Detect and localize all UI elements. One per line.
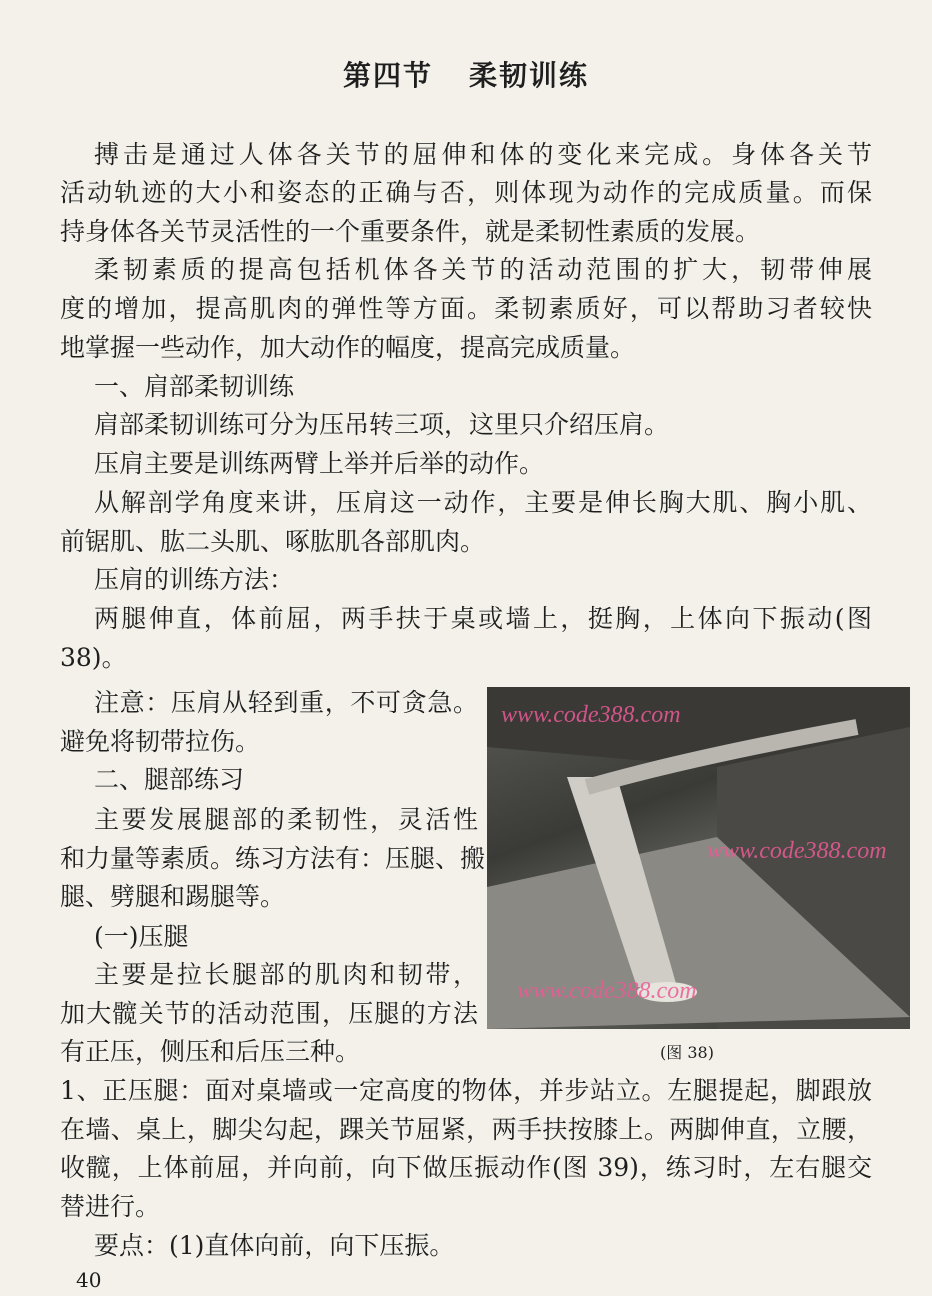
subheading: (一)压腿: [94, 922, 189, 951]
text-line: 前锯肌、肱二头肌、啄肱肌各部肌肉。: [60, 527, 486, 556]
text-line: 腿、劈腿和踢腿等。: [60, 882, 286, 911]
text-line: 主要是拉长腿部的肌肉和韧带，: [94, 960, 478, 989]
figure-caption: (图 38): [660, 1043, 714, 1062]
text-line: 活动轨迹的大小和姿态的正确与否，则体现为动作的完成质量。而保: [60, 178, 872, 207]
text-line: 注意：压肩从轻到重，不可贪急。: [94, 688, 478, 717]
text-line: 地掌握一些动作，加大动作的幅度，提高完成质量。: [60, 333, 636, 362]
text-line: 搏击是通过人体各关节的屈伸和体的变化来完成。身体各关节: [94, 140, 872, 169]
text-line: 和力量等素质。练习方法有：压腿、搬: [60, 844, 486, 873]
watermark: www.code388.com: [517, 978, 697, 1004]
page-title: [0, 54, 932, 94]
section-number: 第四节: [342, 59, 433, 92]
text-line: 替进行。: [60, 1192, 161, 1221]
page-number: 40: [76, 1268, 102, 1292]
text-line: 度的增加，提高肌肉的弹性等方面。柔韧素质好，可以帮助习者较快: [60, 294, 872, 323]
text-line: 两腿伸直，体前屈，两手扶于桌或墙上，挺胸，上体向下振动(图: [94, 604, 872, 633]
text-line: 持身体各关节灵活性的一个重要条件，就是柔韧性素质的发展。: [60, 217, 761, 246]
text-line: 压肩主要是训练两臂上举并后举的动作。: [94, 449, 545, 478]
text-line: 主要发展腿部的柔韧性，灵活性: [94, 805, 478, 834]
text-line: 要点：(1)直体向前，向下压振。: [94, 1231, 455, 1260]
text-line: 1、正压腿：面对桌墙或一定高度的物体，并步站立。左腿提起，脚跟放: [60, 1076, 872, 1105]
subheading: 二、腿部练习: [94, 765, 245, 794]
text-line: 在墙、桌上，脚尖勾起，踝关节屈紧，两手扶按膝上。两脚伸直，立腰，: [60, 1115, 872, 1144]
text-line: 压肩的训练方法：: [94, 565, 295, 594]
subheading: 一、肩部柔韧训练: [94, 372, 295, 401]
figure-38-photo: [487, 687, 910, 1029]
text-line: 从解剖学角度来讲，压肩这一动作，主要是伸长胸大肌、胸小肌、: [94, 488, 872, 517]
text-line: 加大髋关节的活动范围，压腿的方法: [60, 999, 478, 1028]
text-line: 38)。: [60, 643, 127, 672]
text-line: 避免将韧带拉伤。: [60, 727, 261, 756]
text-line: 有正压，侧压和后压三种。: [60, 1037, 361, 1066]
watermark: www.code388.com: [501, 702, 681, 728]
text-line: 收髋，上体前屈，并向前，向下做压振动作(图 39)，练习时，左右腿交: [60, 1153, 872, 1182]
section-topic: 柔韧训练: [469, 59, 590, 92]
text-line: 柔韧素质的提高包括机体各关节的活动范围的扩大，韧带伸展: [94, 255, 872, 284]
watermark: www.code388.com: [707, 838, 887, 864]
text-line: 肩部柔韧训练可分为压吊转三项，这里只介绍压肩。: [94, 410, 670, 439]
